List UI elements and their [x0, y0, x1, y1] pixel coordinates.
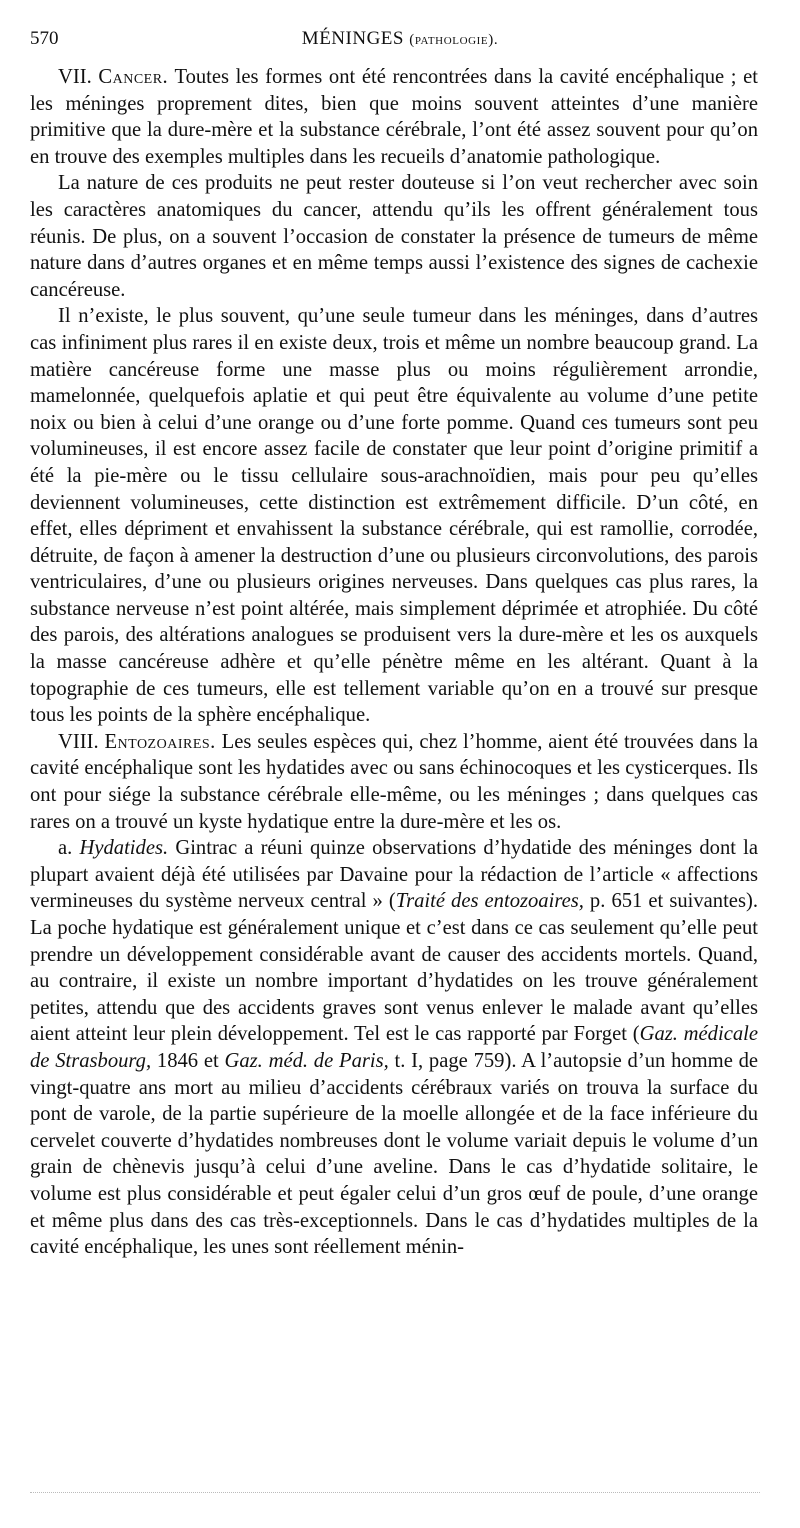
running-head — [30, 28, 770, 58]
citation: Gaz. médicale de Strasbourg, — [30, 1023, 758, 1072]
paragraph-hydatides — [30, 835, 758, 1261]
paragraph-text: 1846 et — [151, 1049, 225, 1072]
paragraph-cancer-intro — [30, 64, 758, 170]
subsection-letter: a. — [58, 837, 73, 860]
citation: Traité des entozoaires, — [395, 890, 584, 913]
section-label-cancer: Cancer. — [98, 66, 169, 88]
running-title-sub: (pathologie). — [409, 32, 499, 48]
paragraph-cancer-nature: La nature de ces produits ne peut rester douteuse si l’on veut rechercher avec soin les caractères anatomiques du cancer, attendu qu’ils les offrent généralement tous réunis. De plus, on a souvent l’occasion de constater la présence de tumeurs de même nature dans d’autres organes et en même temps aussi l’existence des signes de cachexie cancéreuse. — [30, 172, 758, 301]
paragraph-entozoaires-intro — [30, 729, 758, 835]
paragraph-text: Toutes les formes ont été rencontrées dans la cavité encéphalique ; et les méninges proprement dites, bien que moins souvent atteintes d’une manière primitive que la dure-mère et la substance cérébrale, l’ont été assez souvent pour qu’on en trouve des exemples multiples dans les recueils d’anatomie pathologique. — [30, 66, 758, 168]
paragraph-text: Les seules espèces qui, chez l’homme, aient été trouvées dans la cavité encéphalique sont les hydatides avec ou sans échinocoques et les cysticerques. Ils ont pour siége la substance cérébrale elle-même, ou les méninges ; dans quelques cas rares on a trouvé un kyste hydatique entre la dure-mère et les os. — [30, 730, 759, 833]
section-number-cancer: VII. — [58, 66, 92, 88]
paragraph-cancer-tumors: Il n’existe, le plus souvent, qu’une seule tumeur dans les méninges, dans d’autres cas infiniment plus rares il en existe deux, trois et même un nombre beaucoup grand. La matière cancéreuse forme une masse plus ou moins régulièrement arrondie, mamelonnée, quelquefois aplatie et qui peut être équivalente au volume d’une petite noix ou bien à celui d’une orange ou d’une forte pomme. Quand ces tumeurs sont peu volumineuses, il est encore assez facile de constater que leur point d’origine primitif a été la pie-mère ou le tissu cellulaire sous-arachnoïdien, mais pour peu qu’elles deviennent volumineuses, cette distinction est extrêmement difficile. D’un côté, en effet, elles dépriment et envahissent la substance cérébrale, qui est ramollie, corrodée, détruite, de façon à amener la destruction d’une ou plusieurs circonvolutions, des parois ventriculaires, d’une ou plusieurs origines nerveuses. Dans quelques cas plus rares, la substance nerveuse n’est point altérée, mais simplement déprimée et atrophiée. Du côté des parois, des altérations analogues se produisent vers la dure-mère et les os auxquels la masse cancéreuse adhère et qu’elle pénètre même en les altérant. Quant à la topographie de ces tumeurs, elle est tellement variable qu’on en a trouvé sur presque tous les points de la sphère encéphalique. — [30, 305, 758, 727]
body-text — [30, 64, 758, 1261]
paragraph-text: p. 651 et suivantes). La poche hydatique est généralement unique et c’est dans ce cas seulement qu’elle peut prendre un développement considérable avant de causer des accidents mortels. Quand, au contraire, il existe un nombre important d’hydatides on les trouve généralement petites, attendu que des accidents graves sont venus enlever le malade avant qu’elles aient atteint leur plein développement. Tel est le cas rapporté par Forget ( — [30, 890, 758, 1046]
page-bottom-rule — [30, 1492, 760, 1493]
section-number-entozoaires: VIII. — [58, 730, 99, 753]
running-title-main: MÉNINGES — [301, 28, 404, 49]
page-number: 570 — [30, 28, 59, 49]
citation: Gaz. méd. de Paris, — [224, 1049, 389, 1072]
running-title — [30, 28, 770, 50]
section-label-entozoaires: Entozoaires. — [104, 730, 216, 753]
paragraph-text: t. I, page 759). A l’autopsie d’un homme de vingt-quatre ans mort au milieu d’accidents cérébraux variés on trouva la surface du pont de varole, de la partie supérieure de la moelle allongée et de la face inférieure du cervelet couverte d’hydatides nombreuses dont le volume variait depuis le volume d’un grain de chènevis jusqu’à celui d’une aveline. Dans le cas d’hydatide solitaire, le volume est plus considérable et peut égaler celui d’un gros œuf de poule, d’une orange et même plus dans des cas très-exceptionnels. Dans le cas d’hydatides multiples de la cavité encéphalique, les unes sont réellement ménin- — [30, 1049, 759, 1259]
paragraph-text: Gintrac a réuni quinze observations d’hydatide des méninges dont la plupart avaient déjà été utilisées par Davaine pour la rédaction de l’article « affections vermineuses du système nerveux central » ( — [30, 837, 759, 913]
subsection-label-hydatides: Hydatides. — [79, 837, 169, 860]
